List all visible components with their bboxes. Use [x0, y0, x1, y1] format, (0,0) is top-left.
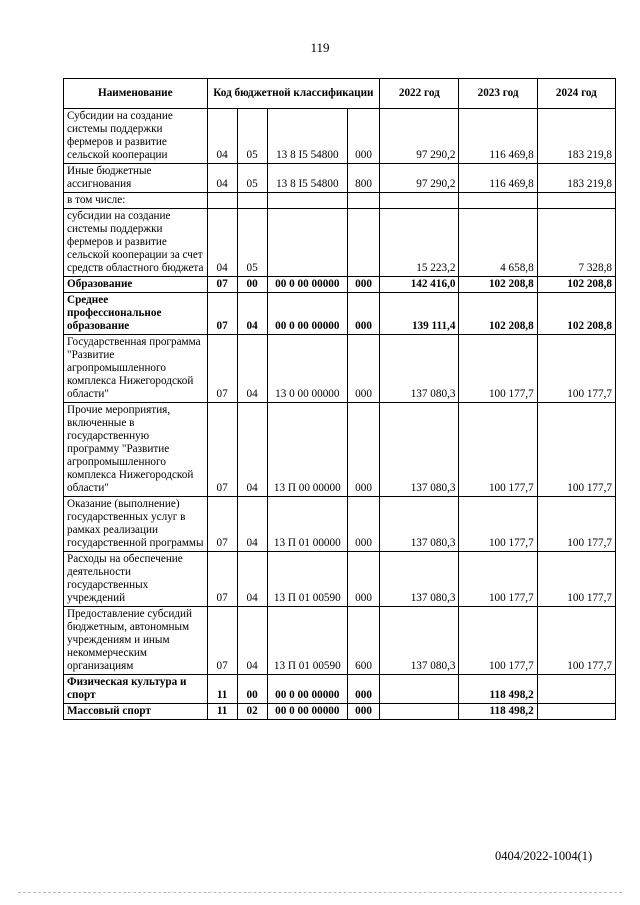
- cell-2022: 137 080,3: [380, 607, 459, 675]
- cell-code-expense-type: 000: [348, 497, 380, 552]
- cell-code-target: 00 0 00 00000: [267, 293, 347, 335]
- cell-2022: 137 080,3: [380, 552, 459, 607]
- cell-2022: [380, 675, 459, 704]
- cell-name: Расходы на обеспечение деятельности государственных учреждений: [64, 552, 208, 607]
- cell-code-expense-type: 600: [348, 607, 380, 675]
- cell-code-section: 04: [207, 109, 237, 164]
- cell-name: Иные бюджетные ассигнования: [64, 164, 208, 193]
- cell-2022: 137 080,3: [380, 403, 459, 497]
- cell-2024: 100 177,7: [537, 335, 615, 403]
- cell-code-expense-type: 000: [348, 704, 380, 720]
- cell-code-expense-type: 000: [348, 277, 380, 293]
- cell-code-expense-type: 000: [348, 403, 380, 497]
- cell-code-target: 13 П 01 00590: [267, 607, 347, 675]
- cell-code-section: 07: [207, 552, 237, 607]
- header-code: Код бюджетной классификации: [207, 79, 380, 109]
- cell-code-expense-type: 000: [348, 552, 380, 607]
- cell-code-subsection: [237, 193, 267, 209]
- table-row: [64, 335, 616, 403]
- cell-code-section: 04: [207, 209, 237, 277]
- cell-code-subsection: 04: [237, 607, 267, 675]
- cell-2022: [380, 193, 459, 209]
- cell-2023: 100 177,7: [459, 607, 537, 675]
- cell-code-subsection: 05: [237, 164, 267, 193]
- cell-code-expense-type: 000: [348, 293, 380, 335]
- cell-code-target: 00 0 00 00000: [267, 277, 347, 293]
- cell-code-expense-type: 000: [348, 109, 380, 164]
- cell-2022: 97 290,2: [380, 164, 459, 193]
- table-body: [64, 109, 616, 720]
- cell-2024: 183 219,8: [537, 109, 615, 164]
- cell-2022: 142 416,0: [380, 277, 459, 293]
- cell-code-subsection: 05: [237, 109, 267, 164]
- table-row: [64, 403, 616, 497]
- table-row: [64, 293, 616, 335]
- cell-name: Среднее профессиональное образование: [64, 293, 208, 335]
- cell-2024: 100 177,7: [537, 607, 615, 675]
- cell-2023: 102 208,8: [459, 277, 537, 293]
- bottom-divider: [18, 892, 622, 893]
- cell-code-target: 13 8 I5 54800: [267, 164, 347, 193]
- table-row: [64, 704, 616, 720]
- cell-code-target: 13 П 01 00000: [267, 497, 347, 552]
- cell-code-expense-type: 000: [348, 335, 380, 403]
- cell-code-expense-type: 800: [348, 164, 380, 193]
- cell-2024: [537, 193, 615, 209]
- header-2024: 2024 год: [537, 79, 615, 109]
- cell-code-section: 11: [207, 675, 237, 704]
- cell-2023: 116 469,8: [459, 109, 537, 164]
- cell-code-section: 07: [207, 607, 237, 675]
- cell-name: Массовый спорт: [64, 704, 208, 720]
- table-row: [64, 193, 616, 209]
- cell-2023: 102 208,8: [459, 293, 537, 335]
- cell-2022: 137 080,3: [380, 335, 459, 403]
- header-row: [64, 79, 616, 109]
- cell-code-subsection: 04: [237, 293, 267, 335]
- cell-code-section: 07: [207, 403, 237, 497]
- cell-2024: 100 177,7: [537, 497, 615, 552]
- cell-2023: 100 177,7: [459, 552, 537, 607]
- cell-2024: 100 177,7: [537, 552, 615, 607]
- cell-code-subsection: 04: [237, 335, 267, 403]
- cell-code-target: 00 0 00 00000: [267, 675, 347, 704]
- cell-code-section: 07: [207, 277, 237, 293]
- cell-name: Оказание (выполнение) государственных услуг в рамках реализации государственной программы: [64, 497, 208, 552]
- cell-name: Физическая культура и спорт: [64, 675, 208, 704]
- cell-2023: 118 498,2: [459, 704, 537, 720]
- table-row: [64, 607, 616, 675]
- header-2022: 2022 год: [380, 79, 459, 109]
- cell-code-expense-type: [348, 209, 380, 277]
- table-row: [64, 164, 616, 193]
- cell-code-target: 00 0 00 00000: [267, 704, 347, 720]
- cell-code-expense-type: [348, 193, 380, 209]
- page-number: 119: [310, 40, 330, 55]
- cell-2022: 15 223,2: [380, 209, 459, 277]
- cell-code-section: 07: [207, 335, 237, 403]
- cell-code-section: [207, 193, 237, 209]
- cell-code-expense-type: 000: [348, 675, 380, 704]
- cell-name: субсидии на создание системы поддержки фермеров и развитие сельской кооперации за счет средств областного бюджета: [64, 209, 208, 277]
- cell-2023: 4 658,8: [459, 209, 537, 277]
- cell-2022: [380, 704, 459, 720]
- cell-name: в том числе:: [64, 193, 208, 209]
- table-row: [64, 209, 616, 277]
- cell-2023: 100 177,7: [459, 497, 537, 552]
- table-row: [64, 277, 616, 293]
- table-row: [64, 675, 616, 704]
- cell-code-subsection: 04: [237, 403, 267, 497]
- cell-2024: [537, 704, 615, 720]
- cell-code-subsection: 04: [237, 497, 267, 552]
- cell-code-subsection: 02: [237, 704, 267, 720]
- cell-code-target: [267, 193, 347, 209]
- cell-2024: 183 219,8: [537, 164, 615, 193]
- cell-code-target: [267, 209, 347, 277]
- cell-2022: 97 290,2: [380, 109, 459, 164]
- cell-name: Предоставление субсидий бюджетным, автономным учреждениям и иным некоммерческим организациям: [64, 607, 208, 675]
- cell-2024: 102 208,8: [537, 277, 615, 293]
- cell-code-section: 07: [207, 293, 237, 335]
- cell-2022: 137 080,3: [380, 497, 459, 552]
- budget-table: [63, 78, 616, 720]
- cell-code-target: 13 0 00 00000: [267, 335, 347, 403]
- cell-code-section: 07: [207, 497, 237, 552]
- header-2023: 2023 год: [459, 79, 537, 109]
- cell-2023: 100 177,7: [459, 335, 537, 403]
- table-row: [64, 497, 616, 552]
- table-row: [64, 552, 616, 607]
- cell-name: Образование: [64, 277, 208, 293]
- cell-name: Субсидии на создание системы поддержки фермеров и развитие сельской кооперации: [64, 109, 208, 164]
- cell-code-subsection: 05: [237, 209, 267, 277]
- cell-2023: 116 469,8: [459, 164, 537, 193]
- cell-code-subsection: 00: [237, 675, 267, 704]
- cell-2024: [537, 675, 615, 704]
- cell-name: Прочие мероприятия, включенные в государственную программу "Развитие агропромышленного комплекса Нижегородской области": [64, 403, 208, 497]
- cell-2023: [459, 193, 537, 209]
- cell-code-section: 04: [207, 164, 237, 193]
- cell-2023: 100 177,7: [459, 403, 537, 497]
- cell-code-subsection: 04: [237, 552, 267, 607]
- cell-code-target: 13 8 I5 54800: [267, 109, 347, 164]
- cell-code-section: 11: [207, 704, 237, 720]
- cell-code-target: 13 П 01 00590: [267, 552, 347, 607]
- cell-2024: 102 208,8: [537, 293, 615, 335]
- cell-2022: 139 111,4: [380, 293, 459, 335]
- cell-code-target: 13 П 00 00000: [267, 403, 347, 497]
- cell-name: Государственная программа "Развитие агропромышленного комплекса Нижегородской области": [64, 335, 208, 403]
- cell-code-subsection: 00: [237, 277, 267, 293]
- cell-2024: 7 328,8: [537, 209, 615, 277]
- cell-2024: 100 177,7: [537, 403, 615, 497]
- cell-2023: 118 498,2: [459, 675, 537, 704]
- document-code: 0404/2022-1004(1): [495, 849, 593, 863]
- table-row: [64, 109, 616, 164]
- header-name: Наименование: [64, 79, 208, 109]
